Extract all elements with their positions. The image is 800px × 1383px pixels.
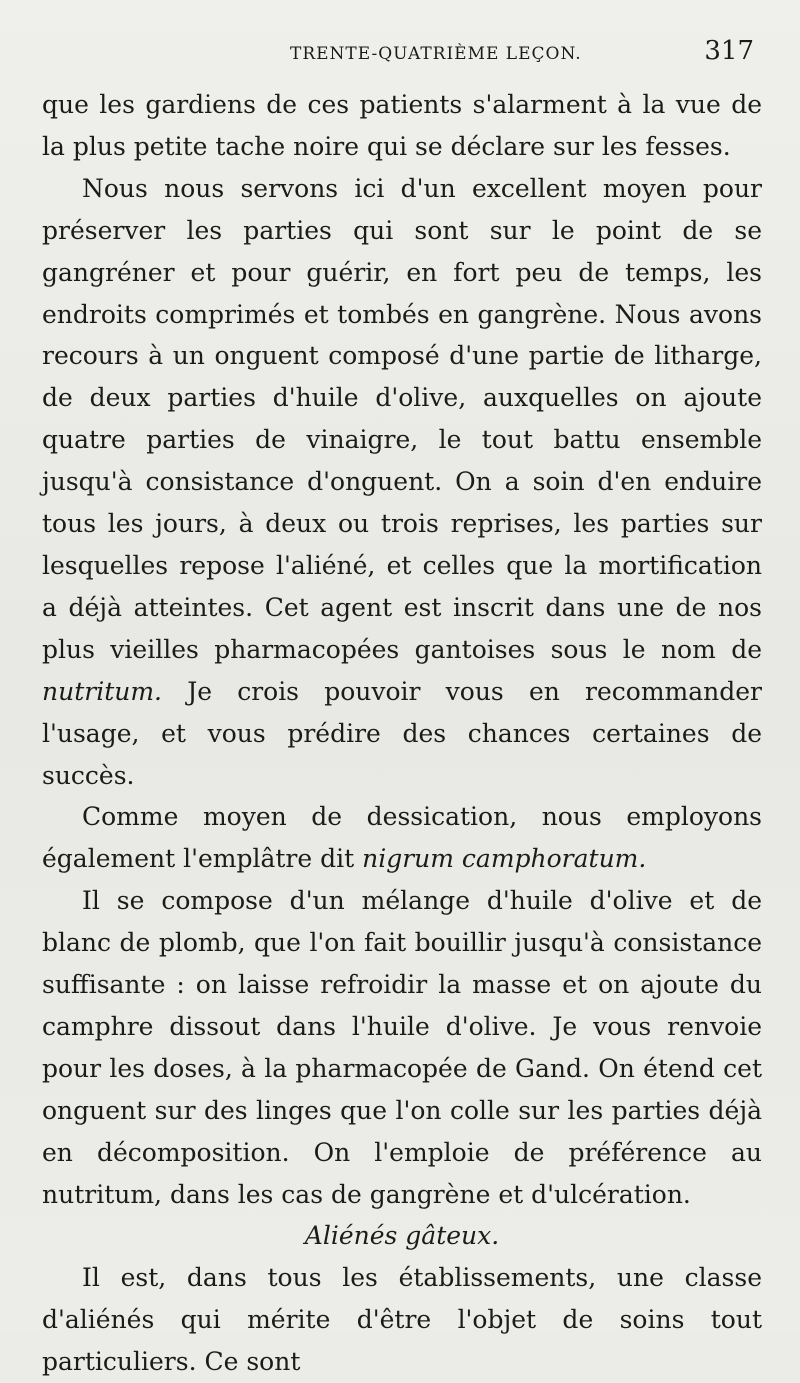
term-nutritum: nutritum. xyxy=(42,676,162,706)
paragraph-4: Il se compose d'un mélange d'huile d'olive et de blanc de plomb, que l'on fait bouillir jusqu'à consistance suffisante : on laisse refroidir la masse et on ajoute du camphre dissout dans l'huile d'olive. Je vous renvoie pour les doses, à la pharmacopée de Gand. On étend cet onguent sur des linges que l'on colle sur les parties déjà en décomposition. On l'emploie de préférence au nutritum, dans les cas de gangrène et d'ulcération. xyxy=(42,886,762,1209)
running-head xyxy=(42,36,762,72)
page-number: 317 xyxy=(704,36,754,66)
paragraph-2-end: Je crois pouvoir vous en recommander l'usage, et vous prédire des chances certaines de succès. xyxy=(42,676,762,790)
paragraph-2 xyxy=(42,168,762,797)
paragraph-2-text: Nous nous servons ici d'un excellent moyen pour préserver les parties qui sont sur le point de se gangréner et pour guérir, en fort peu de temps, les endroits comprimés et tombés en gangrène. Nous avons recours à un onguent composé d'une partie de litharge, de deux parties d'huile d'olive, auxquelles on ajoute quatre parties de vinaigre, le tout battu ensemble jusqu'à consistance d'onguent. On a soin d'en enduire tous les jours, à deux ou trois reprises, les parties sur lesquelles repose l'aliéné, et celles que la mortification a déjà atteintes. Cet agent est inscrit dans une de nos plus vieilles pharmacopées gantoises sous le xyxy=(42,173,762,664)
paragraph-3 xyxy=(42,796,762,880)
body-text xyxy=(42,84,762,1383)
running-title: TRENTE-QUATRIÈME LEÇON. xyxy=(290,44,582,64)
paragraph-5: Il est, dans tous les établissements, une classe d'aliénés qui mérite d'être l'objet de soins tout particuliers. Ce sont xyxy=(42,1263,762,1377)
term-nigrum-camphoratum: nigrum camphoratum. xyxy=(362,844,647,874)
paragraph-3-text: Comme moyen de dessication, nous employons également l'emplâtre dit xyxy=(42,802,762,874)
section-heading: Aliénés gâteux. xyxy=(304,1221,500,1251)
paragraph-1: que les gardiens de ces patients s'alarment à la vue de la plus petite tache noire qui se déclare sur les fesses. xyxy=(42,90,762,161)
paragraph-2-nom: nom de xyxy=(660,634,762,664)
